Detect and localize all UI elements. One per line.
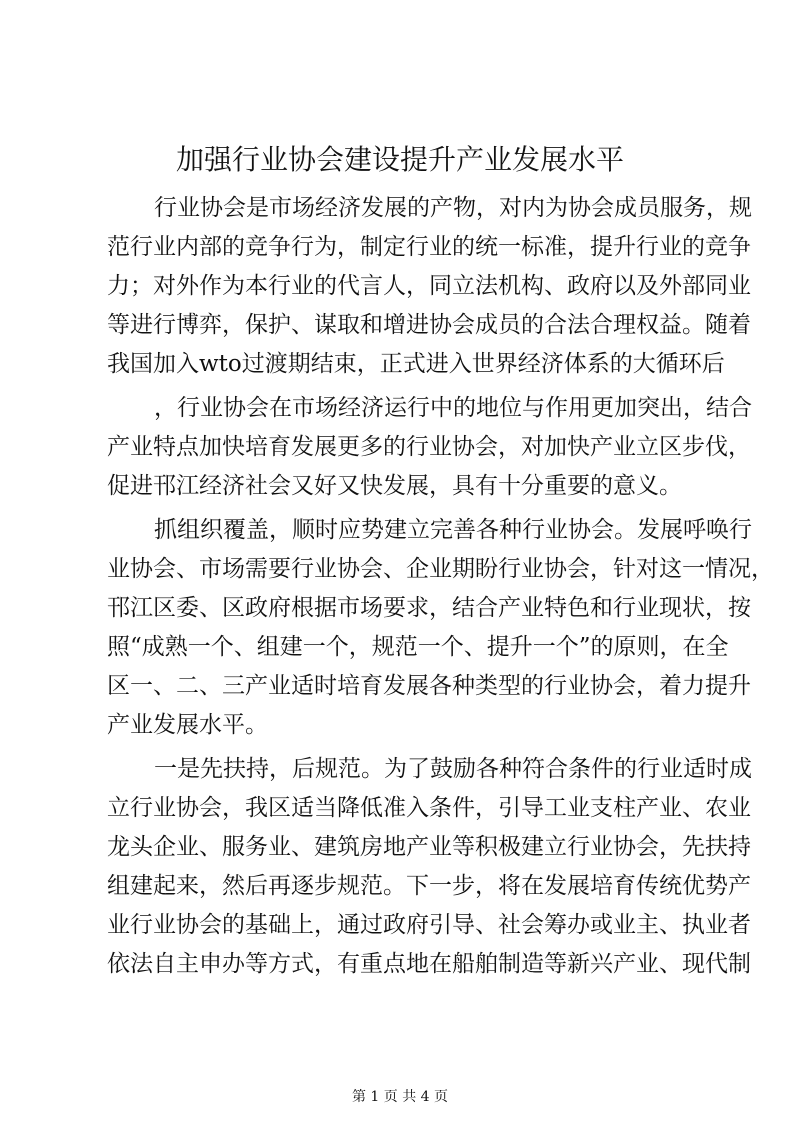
- page-footer: 第 1 页 共 4 页: [351, 1089, 449, 1105]
- text-line: ，行业协会在市场经济运行中的地位与作用更加突出，结合: [154, 395, 752, 421]
- text-line: 力；对外作为本行业的代言人，同立法机构、政府以及外部同业: [107, 273, 751, 299]
- text-line: 产业发展水平。: [107, 712, 268, 738]
- text-line: 区一、二、三产业适时培育发展各种类型的行业协会，着力提升: [107, 673, 751, 699]
- paragraph: [107, 389, 752, 506]
- text-line: 产业特点加快培育发展更多的行业协会，对加快产业立区步伐，: [107, 434, 751, 460]
- text-line: 立行业协会，我区适当降低准入条件，引导工业支柱产业、农业: [107, 795, 751, 821]
- paragraph: [107, 750, 752, 984]
- text-line: 一是先扶持，后规范。为了鼓励各种符合条件的行业适时成: [154, 756, 752, 782]
- text-line: 范行业内部的竞争行为，制定行业的统一标准，提升行业的竞争: [107, 234, 751, 260]
- document-body: [107, 189, 774, 984]
- text-line: 龙头企业、服务业、建筑房地产业等积极建立行业协会，先扶持: [107, 834, 751, 860]
- text-line: 我国加入wto过渡期结束，正式进入世界经济体系的大循环后: [107, 351, 725, 377]
- text-line: 邗江区委、区政府根据市场要求，结合产业特色和行业现状，按: [107, 595, 751, 621]
- text-line: 组建起来，然后再逐步规范。下一步，将在发展培育传统优势产: [107, 873, 751, 899]
- text-line: 依法自主申办等方式，有重点地在船舶制造等新兴产业、现代制: [107, 951, 751, 977]
- paragraph: [107, 189, 752, 384]
- text-line: 抓组织覆盖，顺时应势建立完善各种行业协会。发展呼唤行: [154, 517, 752, 543]
- document-title: 加强行业协会建设提升产业发展水平: [175, 143, 624, 176]
- text-line: 促进邗江经济社会又好又快发展，具有十分重要的意义。: [107, 473, 682, 499]
- text-line: 业协会、市场需要行业协会、企业期盼行业协会，针对这一情况，: [107, 556, 774, 582]
- text-line: 等进行博弈，保护、谋取和增进协会成员的合法合理权益。随着: [107, 312, 751, 338]
- text-line: 照“成熟一个、组建一个，规范一个、提升一个”的原则，在全: [107, 634, 729, 660]
- text-line: 业行业协会的基础上，通过政府引导、社会筹办或业主、执业者: [107, 912, 751, 938]
- text-line: 行业协会是市场经济发展的产物，对内为协会成员服务，规: [154, 195, 752, 221]
- paragraph: [107, 511, 774, 745]
